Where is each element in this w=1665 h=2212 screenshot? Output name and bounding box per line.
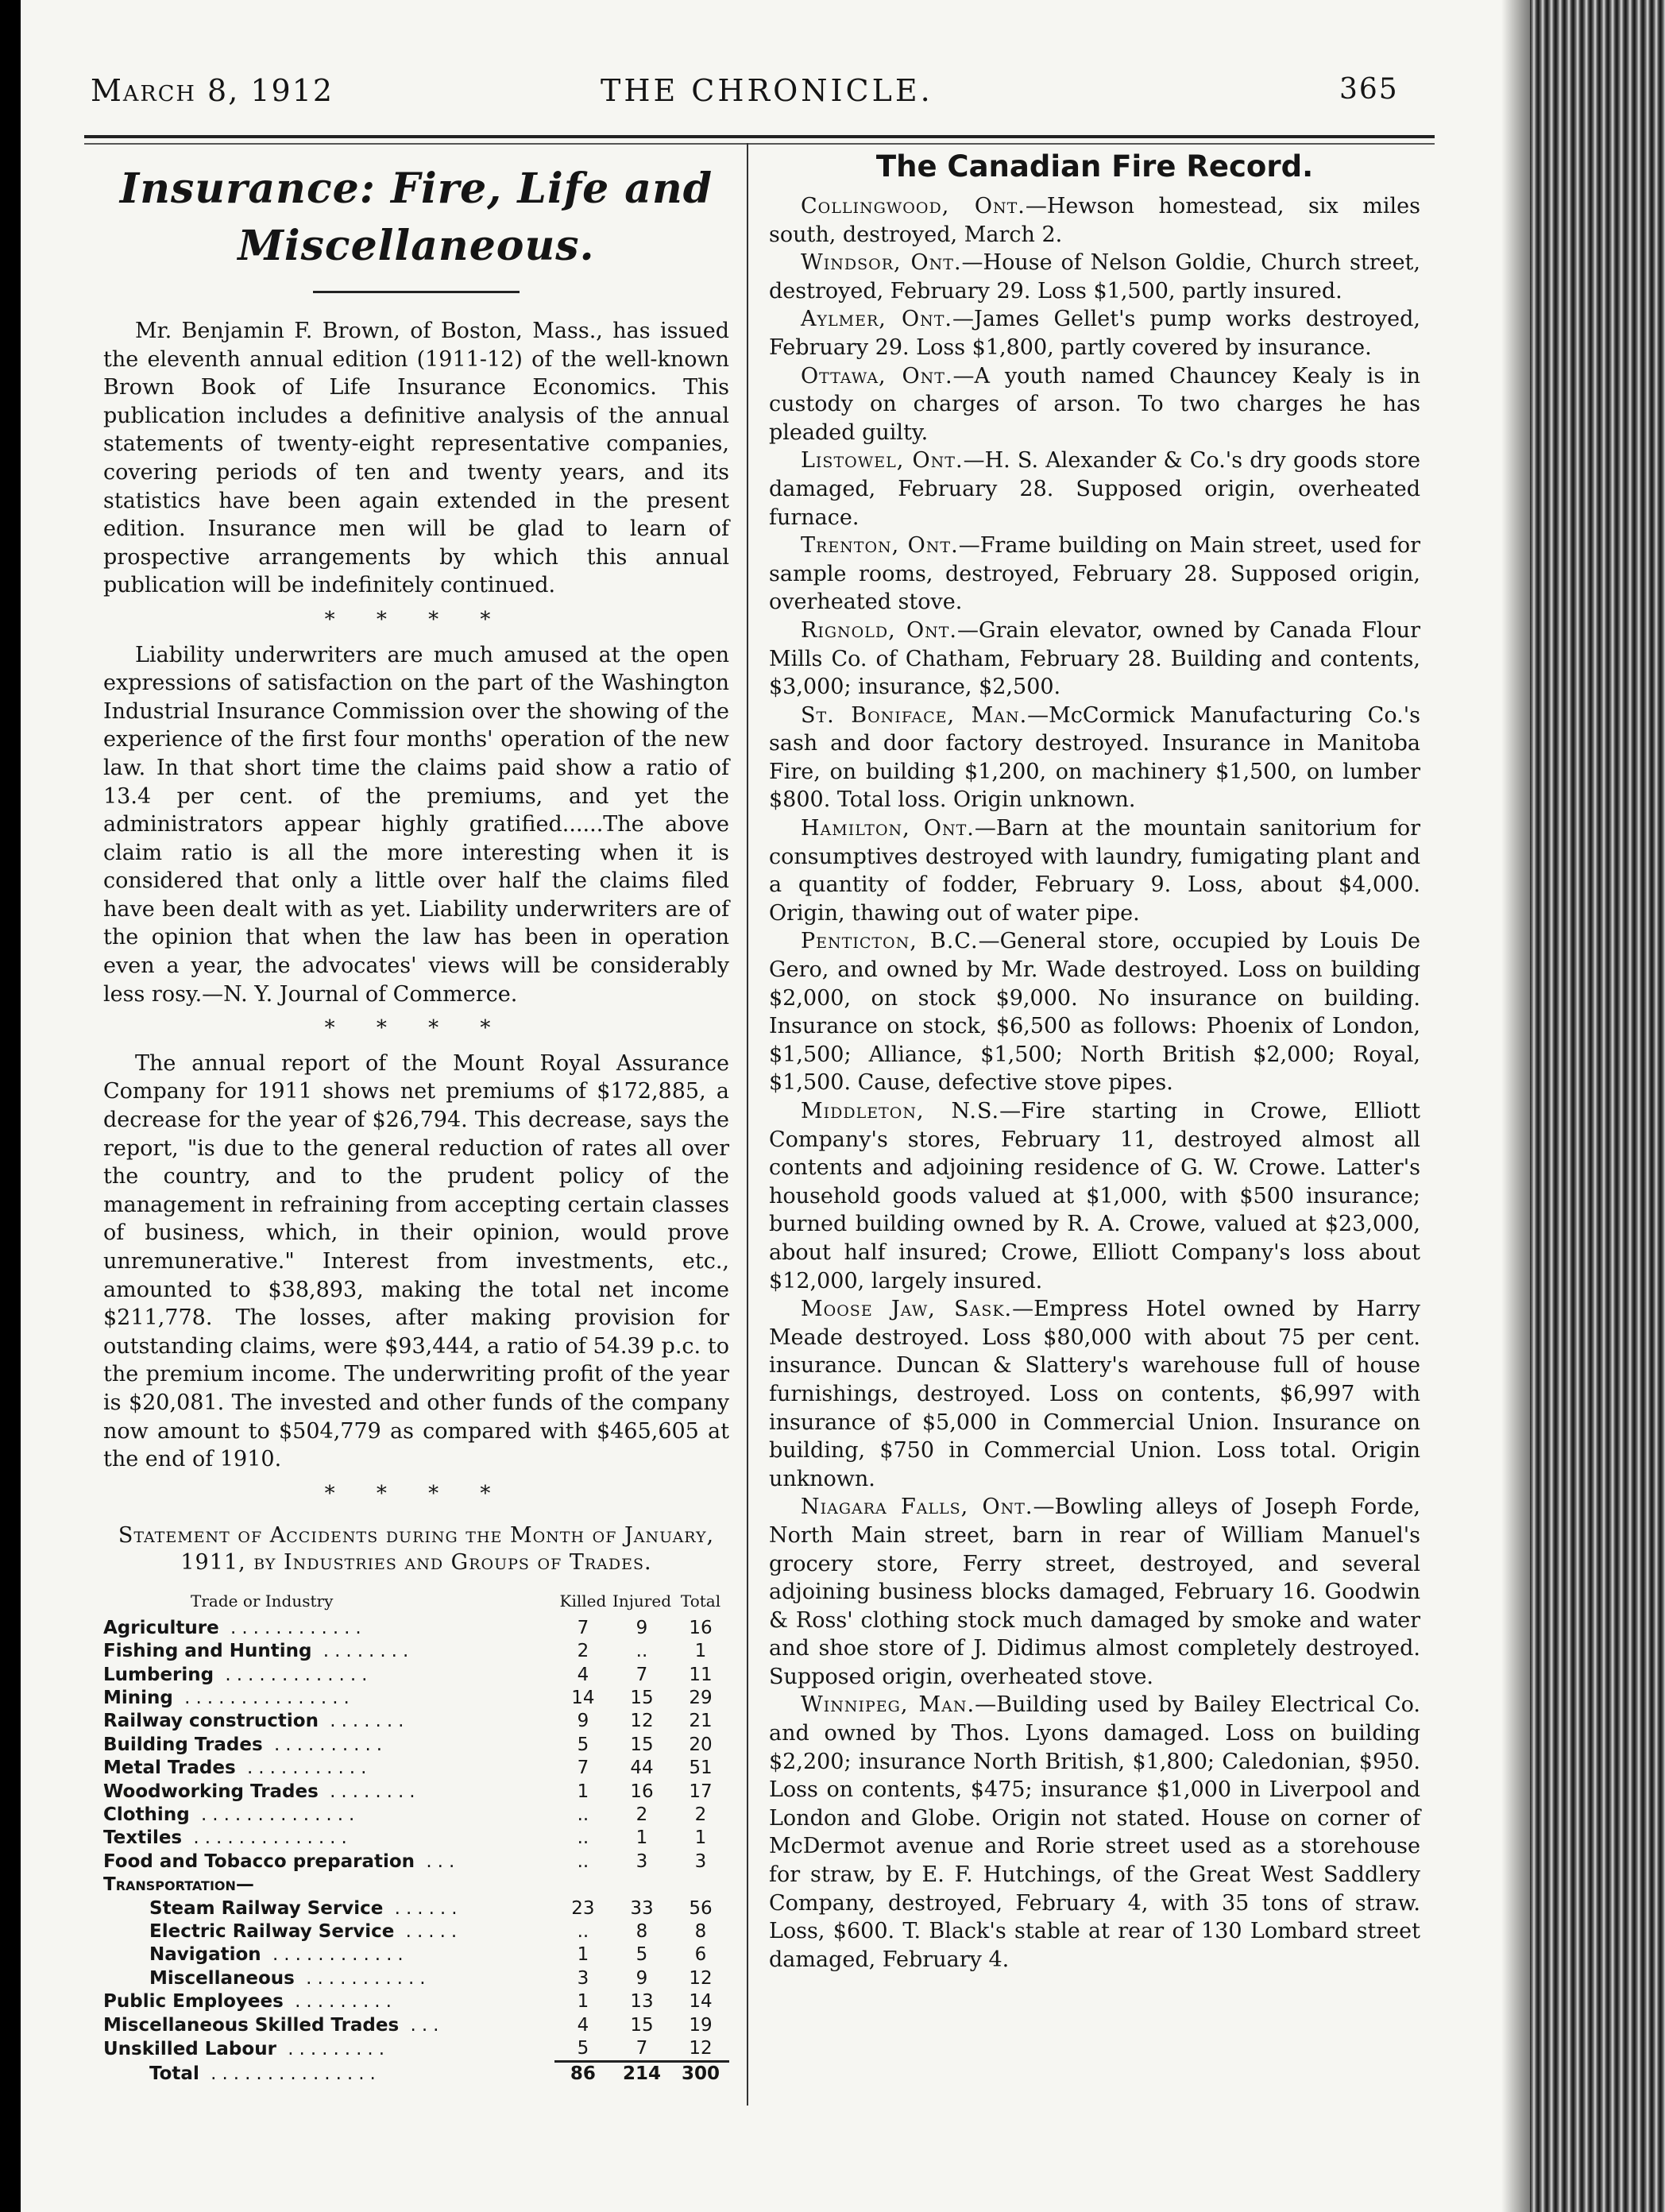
table-row — [103, 1734, 729, 1757]
entry-text: —Fire starting in Crowe, Elliott Company's stores, February 11, destroyed almost all contents and adjoining residence of G. W. Crowe. Latter's household goods valued at $1,000, with $500 insurance; burned building owned by R. A. Crowe, valued at $23,000, about half insured; Crowe, Elliott Company's loss about $12,000, largely insured. — [769, 1099, 1420, 1294]
title-rule — [313, 291, 520, 293]
fire-entry — [769, 249, 1420, 305]
issue-date: March 8, 1912 — [91, 73, 334, 108]
entry-place: Niagara Falls, Ont. — [801, 1495, 1033, 1520]
trade-name-text: Electric Railway Service — [149, 1921, 395, 1943]
entry-text: —Bowling alleys of Joseph Forde, North Main street, barn in rear of William Manuel's grocery store, Ferry street, destroyed, and several adjoining business blocks damaged, February 16. Goodwin & Ross' clothing stock much damaged by smoke and water and shoe store of J. Didimus almost completely destroyed. Supposed origin, overheated stove. — [769, 1495, 1420, 1689]
trade-name-text: Building Trades — [103, 1734, 263, 1755]
cell-injured: 44 — [630, 1758, 654, 1779]
leader-dots: ............. — [214, 1664, 373, 1685]
leader-dots: .......... — [262, 1734, 388, 1755]
trade-name-text: Agriculture — [103, 1617, 219, 1638]
cell-total: 56 — [689, 1897, 713, 1919]
fire-entry — [769, 1493, 1420, 1691]
trade-name — [103, 1734, 554, 1757]
trade-name-text: Public Employees — [103, 1991, 284, 2013]
trade-name — [103, 1967, 554, 1990]
table-row — [103, 1710, 729, 1733]
cell-total: 12 — [689, 1967, 713, 1989]
book-page-edges — [1530, 0, 1665, 2212]
fire-entry — [769, 1691, 1420, 1974]
header-rule — [84, 135, 1435, 138]
fire-entry — [769, 702, 1420, 814]
leader-dots: ..... — [394, 1921, 463, 1943]
cell-injured: 8 — [635, 1921, 648, 1943]
trade-name — [103, 1664, 554, 1687]
entry-text: —A youth named Chauncey Kealy is in custody on charges of arson. To two charges he has pleaded guilty. — [769, 363, 1420, 445]
fire-entry — [769, 192, 1420, 249]
cell-total: 19 — [689, 2014, 713, 2036]
liability-paragraph: Liability underwriters are much amused at the open expressions of satisfaction on the part of the Washington Industrial Insurance Commission over the showing of the experience of the first four months' operation of the new law. In that short time the claims paid show a ratio of 13.4 per cent. of the premiums, and yet the administrators appear highly gratified......The above claim ratio is all the more interesting when it is considered that only a little over half the claims filed have been dealt with as yet. Liability underwriters are of the opinion that when the law has been in operation even a year, the advocates' views will be considerably less rosy.—N. Y. Journal of Commerce. — [103, 642, 729, 1007]
cell-total: 1 — [694, 1641, 707, 1662]
cell-injured: 7 — [635, 1664, 648, 1685]
cell-injured: 13 — [630, 1991, 654, 2013]
trade-name — [103, 1617, 554, 1640]
trade-name-text: Fishing and Hunting — [103, 1641, 312, 1662]
separator-stars: * * * * — [324, 607, 508, 632]
table-row — [103, 1804, 729, 1827]
table-row — [103, 1920, 729, 1943]
entry-text: —James Gellet's pump works destroyed, February 29. Loss $1,800, partly covered by insurance. — [769, 307, 1420, 360]
table-row — [103, 2062, 729, 2086]
cell-injured: 33 — [630, 1897, 654, 1919]
fire-entry — [769, 1295, 1420, 1493]
cell-total — [672, 1874, 729, 1897]
entry-place: Winnipeg, Man. — [801, 1692, 975, 1718]
leader-dots: ........... — [294, 1967, 431, 1989]
entry-place: Listowel, Ont. — [801, 448, 964, 474]
leader-dots: ........ — [311, 1641, 415, 1662]
entry-text: —Barn at the mountain sanitorium for consumptives destroyed with laundry, fumigating plant and a quantity of fodder, February 9. Loss, about $4,000. Origin, thawing out of water pipe. — [769, 816, 1420, 926]
entry-place: Ottawa, Ont. — [801, 363, 953, 389]
table-row — [103, 1617, 729, 1640]
trade-name-text: Unskilled Labour — [103, 2038, 276, 2059]
leader-dots: ............ — [218, 1617, 367, 1638]
section-title — [103, 160, 729, 275]
cell-killed: 7 — [577, 1758, 589, 1779]
entry-place: St. Boniface, Man. — [801, 702, 1028, 728]
col-header-killed: Killed — [559, 1591, 607, 1611]
cell-killed: 3 — [577, 1967, 589, 1989]
section-title-line-2: Miscellaneous. — [238, 222, 595, 270]
cell-killed: 86 — [570, 2063, 596, 2085]
trade-name-text: Woodworking Trades — [103, 1781, 319, 1802]
publication-title: THE CHRONICLE. — [601, 73, 933, 108]
page-gutter-shadow — [1501, 0, 1533, 2212]
trade-name — [103, 1804, 554, 1827]
trade-name-text: Miscellaneous — [149, 1967, 295, 1989]
cell-injured: 7 — [612, 2037, 672, 2062]
cell-killed: .. — [577, 1804, 589, 1825]
cell-killed: .. — [577, 1827, 589, 1849]
trade-name-text: Textiles — [103, 1827, 183, 1849]
cell-injured: 3 — [635, 1850, 648, 1872]
cell-killed: 23 — [571, 1897, 595, 1919]
trade-name — [103, 2062, 554, 2086]
right-column — [769, 143, 1420, 1974]
cell-total: 3 — [694, 1850, 707, 1872]
brown-book-paragraph: Mr. Benjamin F. Brown, of Boston, Mass., has issued the eleventh annual edition (1911-12) of the well-known Brown Book of Life Insurance Economics. This publication includes a definitive analysis of the annual statements of twenty-eight representative companies, covering periods of ten and twenty years, and its statistics have been again extended in the present edition. Insurance men will be glad to learn of prospective arrangements by which this annual publication will be indefinitely continued. — [103, 319, 729, 598]
entry-text: —Empress Hotel owned by Harry Meade destroyed. Loss $80,000 with about 75 per cent. insurance. Duncan & Slattery's warehouse full of house furnishings, destroyed. Loss on contents, $6,997 with insurance of $5,000 in Commercial Union. Insurance on building, $750 in Commercial Union. Loss total. Origin unknown. — [769, 1297, 1421, 1491]
fire-entry — [769, 927, 1420, 1097]
cell-killed: 4 — [577, 2014, 589, 2036]
column-divider — [747, 143, 748, 2106]
cell-total: 17 — [689, 1781, 713, 1802]
trade-name — [103, 1920, 554, 1943]
entry-place: Middleton, N.S. — [801, 1099, 1000, 1123]
cell-injured: 15 — [630, 2014, 654, 2036]
cell-killed: 7 — [577, 1617, 589, 1638]
table-row — [103, 1967, 729, 1990]
table-row — [103, 1943, 729, 1966]
cell-killed — [554, 1874, 612, 1897]
leader-dots: ... — [399, 2014, 445, 2036]
cell-total: 8 — [694, 1921, 707, 1943]
table-row — [103, 1781, 729, 1804]
cell-killed: .. — [577, 1921, 589, 1943]
cell-killed: 1 — [577, 1991, 589, 2013]
entry-place: Aylmer, Ont. — [801, 307, 952, 332]
trade-name — [103, 1874, 554, 1897]
table-row — [103, 1850, 729, 1874]
entry-text: —Hewson homestead, six miles south, destroyed, March 2. — [769, 194, 1420, 247]
fire-entry — [769, 814, 1420, 927]
cell-total: 6 — [694, 1944, 707, 1966]
cell-injured: 2 — [635, 1804, 648, 1825]
trade-name-text: Total — [149, 2063, 199, 2084]
cell-killed: 1 — [577, 1781, 589, 1802]
cell-injured: 214 — [622, 2063, 661, 2085]
trade-name — [103, 1850, 554, 1874]
cell-total: 12 — [672, 2037, 729, 2062]
entry-place: Rignold, Ont. — [801, 617, 958, 643]
entry-place: Moose Jaw, Sask. — [801, 1297, 1013, 1322]
cell-killed: .. — [577, 1850, 589, 1872]
cell-injured — [612, 1874, 672, 1897]
fire-entry — [769, 362, 1420, 447]
trade-name-text: Clothing — [103, 1804, 190, 1825]
cell-total: 2 — [694, 1804, 707, 1825]
table-row — [103, 1664, 729, 1687]
table-row — [103, 1640, 729, 1663]
table-row — [103, 1827, 729, 1850]
cell-injured: 15 — [630, 1687, 654, 1708]
cell-injured: 9 — [635, 1967, 648, 1989]
table-row — [103, 1990, 729, 2013]
entry-text: —General store, occupied by Louis De Gero, and owned by Mr. Wade destroyed. Loss on building $2,000, on stock $9,000. No insurance on building. Insurance on stock, $6,500 as follows: Phoenix of London, $1,500; Alliance, $1,500; North British $2,000; Royal, $1,500. Cause, defective stove pipes. — [769, 929, 1420, 1096]
cell-total: 14 — [689, 1991, 713, 2013]
table-row — [103, 2014, 729, 2037]
leader-dots: ......... — [276, 2038, 391, 2059]
table-row — [103, 1757, 729, 1780]
left-column — [103, 143, 729, 2086]
trade-name-text: Miscellaneous Skilled Trades — [103, 2014, 400, 2036]
cell-injured: 15 — [630, 1734, 654, 1755]
cell-killed: 4 — [577, 1664, 589, 1685]
table-header-row — [103, 1589, 729, 1616]
leader-dots: ........ — [318, 1781, 421, 1802]
entry-place: Hamilton, Ont. — [801, 816, 975, 841]
trade-name — [103, 1990, 554, 2013]
cell-killed: 2 — [577, 1641, 589, 1662]
trade-name — [103, 1897, 554, 1920]
separator-stars: * * * * — [324, 1016, 508, 1041]
table-row — [103, 2037, 729, 2062]
trade-name-text: Steam Railway Service — [149, 1897, 384, 1919]
cell-injured: 9 — [635, 1617, 648, 1638]
cell-total: 300 — [681, 2063, 720, 2085]
trade-name — [103, 1827, 554, 1850]
trade-name — [103, 2037, 554, 2062]
trade-name-text: Food and Tobacco preparation — [103, 1850, 415, 1872]
fire-record-entries — [769, 192, 1420, 1974]
entry-text: —Frame building on Main street, used for sample rooms, destroyed, February 28. Supposed origin, overheated stove. — [769, 533, 1420, 615]
col-header-injured: Injured — [612, 1591, 671, 1611]
leader-dots: ............ — [261, 1944, 409, 1966]
trade-name-text: Navigation — [149, 1944, 261, 1966]
leader-dots: ........... — [235, 1758, 373, 1779]
fire-entry — [769, 447, 1420, 532]
cell-total: 11 — [689, 1664, 713, 1685]
trade-name — [103, 1640, 554, 1663]
trade-name-text: Railway construction — [103, 1711, 319, 1732]
fire-entry — [769, 1097, 1420, 1295]
trade-name — [103, 2014, 554, 2037]
col-header-trade: Trade or Industry — [191, 1591, 334, 1611]
separator-stars: * * * * — [324, 1481, 508, 1506]
accidents-table — [103, 1589, 729, 2086]
table-row — [103, 1897, 729, 1920]
trade-name — [103, 1687, 554, 1710]
fire-entry — [769, 532, 1420, 617]
entry-place: Windsor, Ont. — [801, 250, 962, 276]
trade-name — [103, 1781, 554, 1804]
fire-entry — [769, 617, 1420, 702]
mount-royal-paragraph: The annual report of the Mount Royal Assurance Company for 1911 shows net premiums of $172,885, a decrease for the year of $26,794. This decrease, says the report, "is due to the general reduction of rates all over the country, and to the prudent policy of the management in refraining from accepting certain classes of business, which, in their opinion, would prove unremunerative." Interest from investments, etc., amounted to $38,893, making the total net income $211,778. The losses, after making provision for outstanding claims, were $93,444, a ratio of 54.39 p.c. to the premium income. The underwriting profit of the year is $20,081. The invested and other funds of the company now amount to $504,779 as compared with $465,605 at the end of 1910. — [103, 1050, 729, 1472]
fire-entry — [769, 305, 1420, 362]
cell-killed: 9 — [577, 1711, 589, 1732]
leader-dots: ....... — [318, 1711, 410, 1732]
cell-injured: 1 — [635, 1827, 648, 1849]
entry-place: Penticton, B.C. — [801, 929, 979, 954]
cell-injured: .. — [635, 1641, 648, 1662]
trade-name — [103, 1943, 554, 1966]
leader-dots: ............... — [172, 1687, 355, 1708]
table-row — [103, 1687, 729, 1710]
entry-place: Trenton, Ont. — [801, 533, 959, 559]
cell-injured: 5 — [635, 1944, 648, 1966]
entry-text: —Building used by Bailey Electrical Co. and owned by Thos. Lyons damaged. Loss on building $2,200; insurance North British, $1,800; Caledonian, $950. Loss on contents, $475; insurance $1,000 in Liverpool and London and Globe. Origin not stated. House on corner of McDermot avenue and Rorie street used as a storehouse for straw, by E. F. Hutchings, of the Great West Saddlery Company, destroyed, February 4, with 35 tons of straw. Loss, $600. T. Black's stable at rear of 130 Lombard street damaged, February 4. — [769, 1692, 1420, 1972]
entry-place: Collingwood, Ont. — [801, 194, 1026, 218]
accidents-table-body — [103, 1617, 729, 2086]
page-number: 365 — [1339, 73, 1399, 106]
cell-killed: 5 — [577, 1734, 589, 1755]
trade-name-text: Metal Trades — [103, 1758, 236, 1779]
cell-killed: 5 — [554, 2037, 612, 2062]
table-row — [103, 1874, 729, 1897]
leader-dots: .............. — [182, 1827, 353, 1849]
trade-name-text: Transportation— — [103, 1874, 254, 1896]
leader-dots: ... — [415, 1850, 461, 1872]
cell-total: 1 — [694, 1827, 707, 1849]
col-header-total: Total — [680, 1591, 721, 1611]
statement-title: Statement of Accidents during the Month of January, 1911, by Industries and Groups of Trades. — [118, 1523, 715, 1576]
fire-record-title: The Canadian Fire Record. — [875, 149, 1314, 184]
cell-total: 21 — [689, 1711, 713, 1732]
newspaper-page — [21, 0, 1530, 2212]
trade-name-text: Lumbering — [103, 1664, 214, 1685]
cell-total: 51 — [689, 1758, 713, 1779]
entry-text: —Grain elevator, owned by Canada Flour Mills Co. of Chatham, February 28. Building and contents, $3,000; insurance, $2,500. — [769, 617, 1420, 700]
trade-name — [103, 1710, 554, 1733]
cell-injured: 12 — [630, 1711, 654, 1732]
cell-total: 16 — [689, 1617, 713, 1638]
leader-dots: ...... — [383, 1897, 463, 1919]
entry-text: —House of Nelson Goldie, Church street, destroyed, February 29. Loss $1,500, partly insured. — [769, 250, 1420, 304]
leader-dots: ......... — [283, 1991, 397, 2013]
trade-name — [103, 1757, 554, 1780]
cell-total: 20 — [689, 1734, 713, 1755]
cell-killed: 14 — [571, 1687, 595, 1708]
cell-injured: 16 — [630, 1781, 654, 1802]
entry-text: —H. S. Alexander & Co.'s dry goods store damaged, February 28. Supposed origin, overheated furnace. — [769, 448, 1420, 530]
section-title-line-1: Insurance: Fire, Life and — [119, 164, 713, 213]
leader-dots: .............. — [189, 1804, 361, 1825]
entry-text: —McCormick Manufacturing Co.'s sash and door factory destroyed. Insurance in Manitoba Fire, on building $1,200, on machinery $1,500, on lumber $800. Total loss. Origin unknown. — [769, 702, 1420, 813]
cell-killed: 1 — [577, 1944, 589, 1966]
leader-dots: ............... — [199, 2063, 381, 2084]
trade-name-text: Mining — [103, 1687, 173, 1708]
cell-total: 29 — [689, 1687, 713, 1708]
